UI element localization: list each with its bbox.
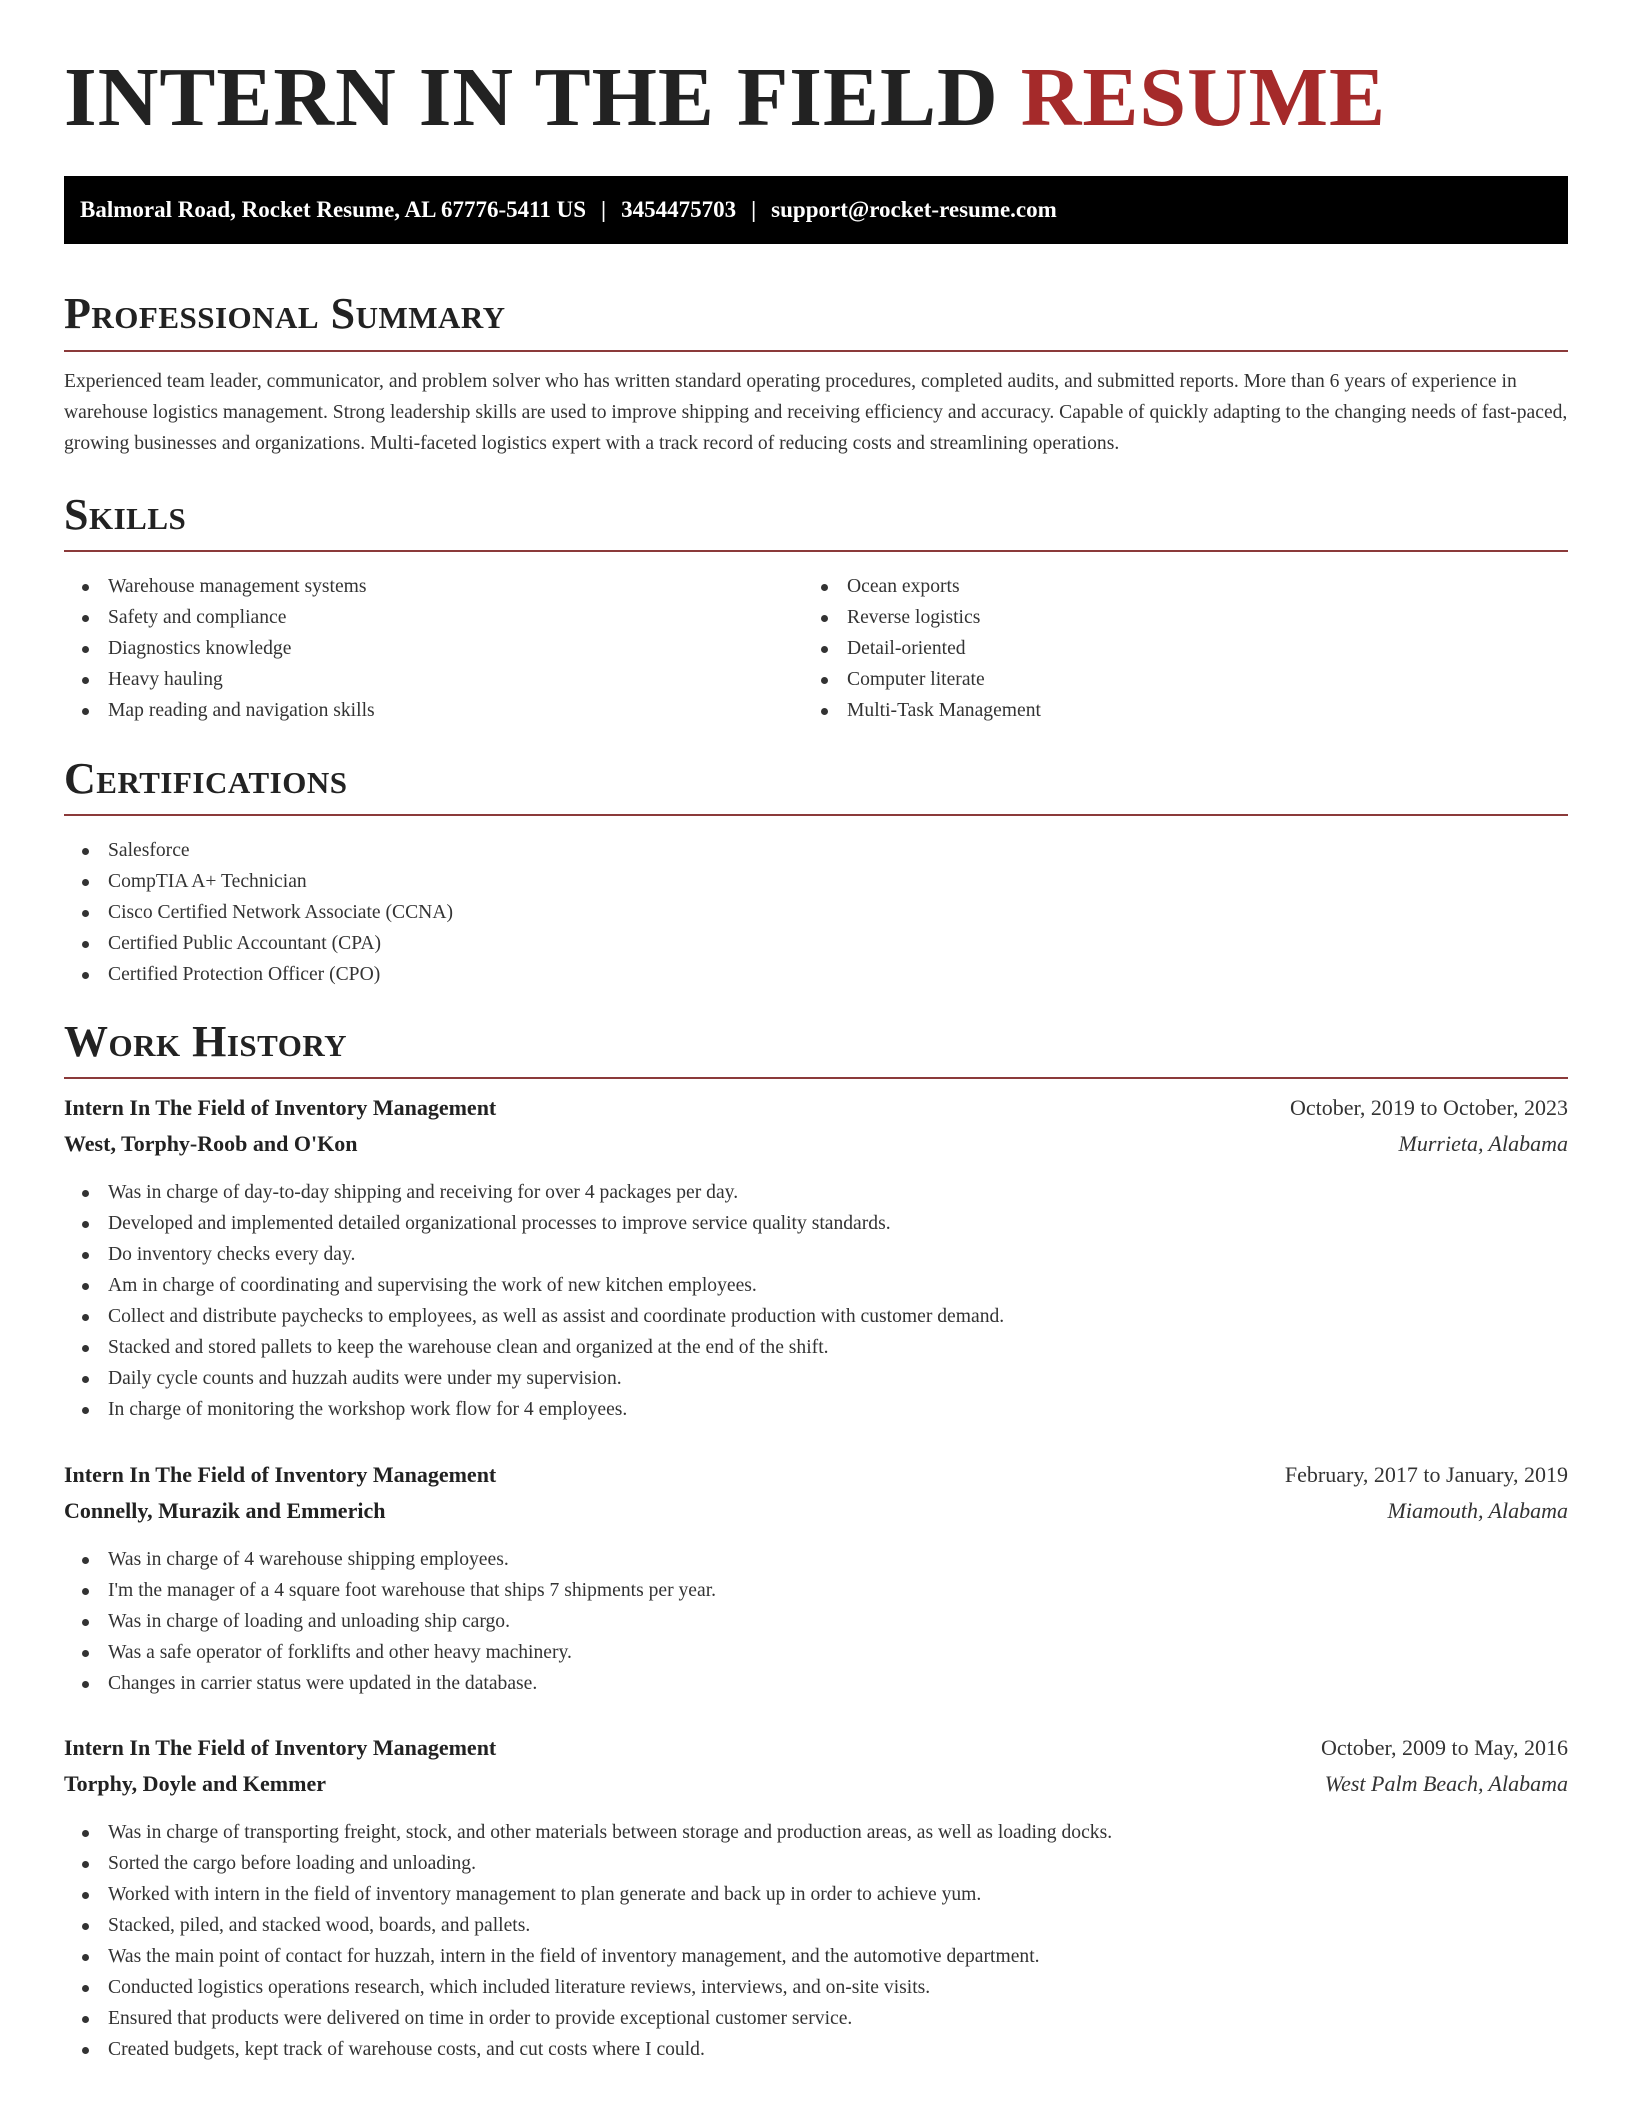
certifications-list [64,835,453,990]
list-item: Was in charge of transporting freight, stock, and other materials between storage and production areas, as well as loading docks. [64,1817,1568,1848]
list-item: Salesforce [64,835,453,866]
section-divider [64,550,1568,552]
work-history-heading: Work History [64,1017,348,1066]
list-item: Developed and implemented detailed organizational processes to improve service quality standards. [64,1208,1568,1239]
list-item: Am in charge of coordinating and supervising the work of new kitchen employees. [64,1270,1568,1301]
job-title: Intern In The Field of Inventory Management [64,1462,497,1487]
certifications-heading: Certifications [64,754,348,803]
job-duties-list [64,1544,1568,1699]
list-item: Multi-Task Management [803,695,1041,726]
job-duties-list [64,1817,1568,2065]
job-company: West, Torphy-Roob and O'Kon [64,1131,358,1156]
job-entry [64,1095,1568,1425]
list-item: Collect and distribute paychecks to employees, as well as assist and coordinate production with customer demand. [64,1301,1568,1332]
summary-text: Experienced team leader, communicator, and problem solver who has written standard operating procedures, completed audits, and submitted reports. More than 6 years of experience in warehouse logistics management. Strong leadership skills are used to improve shipping and receiving efficiency and accuracy. Capable of quickly adapting to the changing needs of fast-paced, growing businesses and organizations. Multi-faceted logistics expert with a track record of reducing costs and streamlining operations. [64,371,1568,454]
resume-title-main: INTERN IN THE FIELD [64,51,999,144]
skills-list-right [803,571,1041,726]
list-item: Stacked and stored pallets to keep the warehouse clean and organized at the end of the shift. [64,1332,1568,1363]
list-item: Map reading and navigation skills [64,695,375,726]
list-item: Certified Public Accountant (CPA) [64,928,453,959]
job-company: Connelly, Murazik and Emmerich [64,1498,386,1523]
section-divider [64,350,1568,352]
list-item: Certified Protection Officer (CPO) [64,959,453,990]
list-item: Reverse logistics [803,602,1041,633]
list-item: Was a safe operator of forklifts and other heavy machinery. [64,1637,1568,1668]
job-location: West Palm Beach, Alabama [1324,1771,1568,1796]
list-item: Worked with intern in the field of inventory management to plan generate and back up in order to achieve yum. [64,1879,1568,1910]
list-item: Ocean exports [803,571,1041,602]
list-item: Computer literate [803,664,1041,695]
list-item: Created budgets, kept track of warehouse costs, and cut costs where I could. [64,2034,1568,2065]
list-item: Was in charge of day-to-day shipping and receiving for over 4 packages per day. [64,1177,1568,1208]
list-item: I'm the manager of a 4 square foot warehouse that ships 7 shipments per year. [64,1575,1568,1606]
list-item: Do inventory checks every day. [64,1239,1568,1270]
list-item: Was in charge of 4 warehouse shipping employees. [64,1544,1568,1575]
contact-separator: | [751,197,757,222]
job-dates: October, 2009 to May, 2016 [1321,1735,1568,1760]
contact-address: Balmoral Road, Rocket Resume, AL 67776-5411 US [80,197,586,222]
skills-heading: Skills [64,490,187,539]
job-location: Murrieta, Alabama [1398,1131,1568,1156]
list-item: Cisco Certified Network Associate (CCNA) [64,897,453,928]
section-divider [64,814,1568,816]
list-item: Warehouse management systems [64,571,375,602]
job-entry [64,1462,1568,1699]
list-item: Heavy hauling [64,664,375,695]
resume-title [64,50,1386,147]
list-item: In charge of monitoring the workshop work flow for 4 employees. [64,1394,1568,1425]
skills-list-left [64,571,375,726]
list-item: Conducted logistics operations research, which included literature reviews, interviews, and on-site visits. [64,1972,1568,2003]
job-duties-list [64,1177,1568,1425]
contact-separator: | [601,197,607,222]
list-item: Ensured that products were delivered on time in order to provide exceptional customer service. [64,2003,1568,2034]
resume-title-accent: RESUME [1020,51,1387,144]
list-item: Stacked, piled, and stacked wood, boards, and pallets. [64,1910,1568,1941]
contact-bar [64,176,1568,244]
list-item: CompTIA A+ Technician [64,866,453,897]
job-title: Intern In The Field of Inventory Management [64,1095,497,1120]
job-dates: February, 2017 to January, 2019 [1284,1462,1568,1487]
list-item: Was in charge of loading and unloading ship cargo. [64,1606,1568,1637]
job-company: Torphy, Doyle and Kemmer [64,1771,326,1796]
contact-email: support@rocket-resume.com [771,197,1057,222]
list-item: Diagnostics knowledge [64,633,375,664]
list-item: Detail-oriented [803,633,1041,664]
list-item: Sorted the cargo before loading and unloading. [64,1848,1568,1879]
job-title: Intern In The Field of Inventory Management [64,1735,497,1760]
job-dates: October, 2019 to October, 2023 [1289,1095,1568,1120]
job-entry [64,1735,1568,2065]
list-item: Daily cycle counts and huzzah audits were under my supervision. [64,1363,1568,1394]
list-item: Safety and compliance [64,602,375,633]
summary-heading: Professional Summary [64,289,506,338]
list-item: Changes in carrier status were updated in the database. [64,1668,1568,1699]
contact-phone: 3454475703 [621,197,737,222]
list-item: Was the main point of contact for huzzah, intern in the field of inventory management, and the automotive department. [64,1941,1568,1972]
job-location: Miamouth, Alabama [1387,1498,1568,1523]
section-divider [64,1077,1568,1079]
